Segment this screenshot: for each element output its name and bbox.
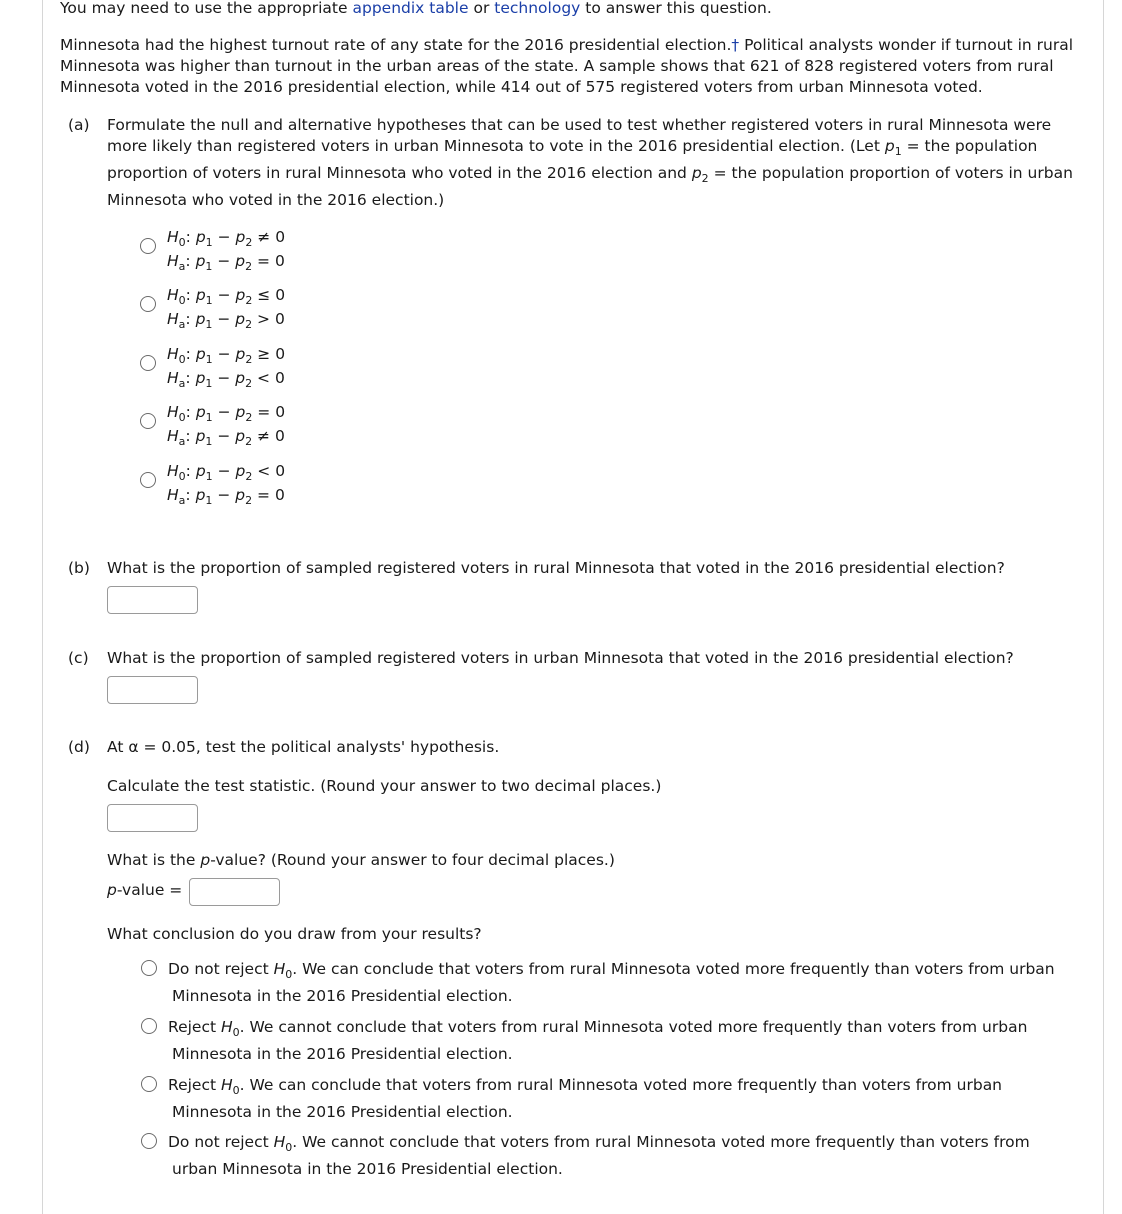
conclusion-option-3-text: Reject $H_0$. We can conclude that voters from rural Minnesota voted more frequently than voters from urban <box>168 1076 1003 1097</box>
ha-relation: = 0 <box>257 486 285 504</box>
part-a-text: more likely than registered voters in urban Minnesota to vote in the 2016 presidential election. (Let <box>107 137 880 155</box>
conclusion-question: What conclusion do you draw from your results? <box>107 925 482 943</box>
hypothesis-option-4-ha: $H_a$: $p_1 - p_2 \ne 0$ <box>167 427 285 448</box>
part-a-line-4: Minnesota who voted in the 2016 election.) <box>107 191 445 209</box>
part-a-line-2: more likely than registered voters in urban Minnesota to vote in the 2016 presidential election. (Let $p_1$ = the population <box>107 137 1038 158</box>
rural-proportion-input[interactable] <box>107 586 198 614</box>
technology-link[interactable]: technology <box>494 0 581 17</box>
part-b-question: What is the proportion of sampled registered voters in rural Minnesota that voted in the 2016 presidential election? <box>107 559 1005 577</box>
intro-or: or <box>473 0 490 17</box>
hypothesis-option-1-ha: $H_a$: $p_1 - p_2 = 0$ <box>167 252 285 273</box>
part-a-line-1: Formulate the null and alternative hypotheses that can be used to test whether registered voters in rural Minnesota were <box>107 116 1052 134</box>
hypothesis-option-3-h0: $H_0$: $p_1 - p_2 \ge 0$ <box>167 345 286 366</box>
hypothesis-option-5-ha: $H_a$: $p_1 - p_2 = 0$ <box>167 486 285 507</box>
part-a-text: proportion of voters in rural Minnesota who voted in the 2016 election and <box>107 164 687 182</box>
urban-proportion-input[interactable] <box>107 676 198 704</box>
conclusion-option-2-radio[interactable] <box>141 1018 157 1034</box>
appendix-table-link[interactable]: appendix table <box>352 0 469 17</box>
hypothesis-option-3-radio[interactable] <box>140 355 156 371</box>
ha-relation: = 0 <box>257 252 285 270</box>
intro-suffix: to answer this question. <box>585 0 772 17</box>
hypothesis-option-4-radio[interactable] <box>140 413 156 429</box>
hypothesis-option-5-radio[interactable] <box>140 472 156 488</box>
hypothesis-option-3-ha: $H_a$: $p_1 - p_2 < 0$ <box>167 369 285 390</box>
hypothesis-option-2-h0: $H_0$: $p_1 - p_2 \le 0$ <box>167 286 286 307</box>
hypothesis-option-1-h0: $H_0$: $p_1 - p_2 \ne 0$ <box>167 228 286 249</box>
conclusion-option-1-radio[interactable] <box>141 960 157 976</box>
problem-line-3: Minnesota voted in the 2016 presidential election, while 414 out of 575 registered voters from urban Minnesota voted. <box>60 78 983 96</box>
ha-relation: > 0 <box>257 310 285 328</box>
conclusion-lead: Do not reject <box>168 1133 269 1151</box>
p-value-label: p-value = <box>107 881 183 899</box>
part-a-tag: (a) <box>68 116 90 134</box>
conclusion-lead: Reject <box>168 1076 217 1094</box>
part-d-alpha-line: At α = 0.05, test the political analysts' hypothesis. <box>107 738 500 756</box>
conclusion-rest: . We can conclude that voters from rural Minnesota voted more frequently than voters from urban <box>292 960 1055 978</box>
test-statistic-label: Calculate the test statistic. (Round your answer to two decimal places.) <box>107 777 662 795</box>
hypothesis-option-1-radio[interactable] <box>140 238 156 254</box>
part-c-tag: (c) <box>68 649 89 667</box>
conclusion-lead: Do not reject <box>168 960 269 978</box>
h0-relation: ≠ 0 <box>257 228 286 246</box>
hypothesis-option-2-ha: $H_a$: $p_1 - p_2 > 0$ <box>167 310 285 331</box>
conclusion-rest: . We can conclude that voters from rural Minnesota voted more frequently than voters from urban <box>239 1076 1003 1094</box>
p-value-input[interactable] <box>189 878 280 906</box>
hypothesis-option-2-radio[interactable] <box>140 296 156 312</box>
p-value-label-text: -value = <box>116 881 183 899</box>
h0-relation: ≥ 0 <box>257 345 286 363</box>
part-a-text: = the population proportion of voters in urban <box>713 164 1073 182</box>
ha-relation: ≠ 0 <box>257 427 285 445</box>
conclusion-option-2-text: Reject $H_0$. We cannot conclude that voters from rural Minnesota voted more frequently than voters from urban <box>168 1018 1028 1039</box>
intro-text: You may need to use the appropriate <box>60 0 348 17</box>
part-d-tag: (d) <box>68 738 90 756</box>
conclusion-option-3-radio[interactable] <box>141 1076 157 1092</box>
p-value-question-text: -value? (Round your answer to four decimal places.) <box>210 851 615 869</box>
conclusion-lead: Reject <box>168 1018 217 1036</box>
p-value-question-text: What is the <box>107 851 196 869</box>
hypothesis-option-5-h0: $H_0$: $p_1 - p_2 < 0$ <box>167 462 286 483</box>
conclusion-option-4-line2: urban Minnesota in the 2016 Presidential election. <box>172 1160 563 1178</box>
problem-text: Minnesota had the highest turnout rate of any state for the 2016 presidential election. <box>60 36 732 54</box>
conclusion-option-1-text: Do not reject $H_0$. We can conclude that voters from rural Minnesota voted more frequently than voters from urban <box>168 960 1055 981</box>
problem-text: Political analysts wonder if turnout in rural <box>739 36 1073 54</box>
part-b-tag: (b) <box>68 559 90 577</box>
conclusion-option-2-line2: Minnesota in the 2016 Presidential election. <box>172 1045 513 1063</box>
h0-relation: ≤ 0 <box>257 286 286 304</box>
part-c-question: What is the proportion of sampled registered voters in urban Minnesota that voted in the 2016 presidential election? <box>107 649 1014 667</box>
conclusion-option-1-line2: Minnesota in the 2016 Presidential election. <box>172 987 513 1005</box>
h0-relation: = 0 <box>257 403 286 421</box>
p-value-question: What is the p-value? (Round your answer to four decimal places.) <box>107 851 615 869</box>
part-a-text: = the population <box>906 137 1038 155</box>
h0-relation: < 0 <box>257 462 286 480</box>
problem-line-2: Minnesota was higher than turnout in the urban areas of the state. A sample shows that 621 of 828 registered voters from rural <box>60 57 1054 75</box>
hypothesis-option-4-h0: $H_0$: $p_1 - p_2 = 0$ <box>167 403 286 424</box>
problem-line-1 <box>60 35 1073 55</box>
conclusion-option-4-radio[interactable] <box>141 1133 157 1149</box>
conclusion-option-4-text: Do not reject $H_0$. We cannot conclude that voters from rural Minnesota voted more frequently than voters from <box>168 1133 1030 1154</box>
ha-relation: < 0 <box>257 369 285 387</box>
footnote-dagger-link[interactable]: † <box>731 36 740 54</box>
conclusion-rest: . We cannot conclude that voters from rural Minnesota voted more frequently than voters from <box>292 1133 1030 1151</box>
intro-line <box>60 0 772 18</box>
test-statistic-input[interactable] <box>107 804 198 832</box>
part-a-line-3: proportion of voters in rural Minnesota who voted in the 2016 election and $p_2$ = the population proportion of voters in urban <box>107 164 1073 185</box>
conclusion-option-3-line2: Minnesota in the 2016 Presidential election. <box>172 1103 513 1121</box>
conclusion-rest: . We cannot conclude that voters from rural Minnesota voted more frequently than voters from urban <box>239 1018 1028 1036</box>
